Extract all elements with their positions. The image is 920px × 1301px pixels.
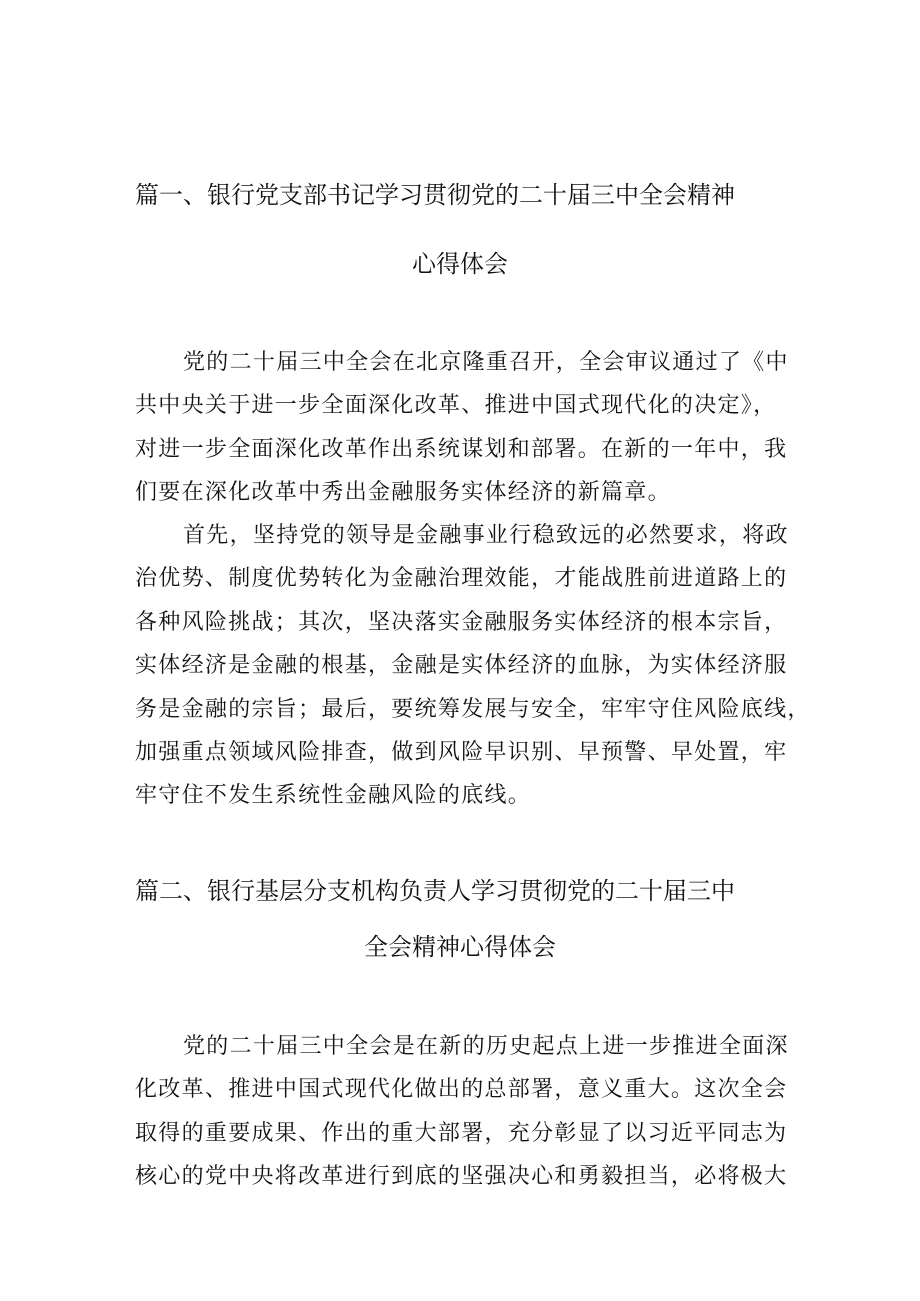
section1-paragraph-2 — [135, 514, 811, 818]
section2-paragraph-1 — [135, 1025, 795, 1199]
text-line: 牢守住不发生系统性金融风险的底线。 — [135, 783, 532, 809]
text-line: 们要在深化改革中秀出金融服务实体经济的新篇章。 — [135, 480, 671, 506]
section1-paragraph-1 — [135, 341, 795, 515]
text-line: 党的二十届三中全会是在新的历史起点上进一步推进全面深 — [183, 1034, 789, 1059]
text-line: 首先，坚持党的领导是金融事业行稳致远的必然要求，将政 — [183, 523, 789, 548]
text-line: 治优势、制度优势转化为金融治理效能，才能战胜前进道路上的 — [135, 566, 788, 592]
text-line: 实体经济是金融的根基，金融是实体经济的血脉，为实体经济服 — [135, 653, 788, 679]
section2-title-line2: 全会精神心得体会 — [364, 933, 556, 961]
text-line: 加强重点领域风险排查，做到风险早识别、早预警、早处置，牢 — [135, 739, 788, 765]
section1-title-line2: 心得体会 — [412, 250, 508, 278]
text-line: 化改革、推进中国式现代化做出的总部署，意义重大。这次全会 — [135, 1077, 788, 1103]
text-line: 取得的重要成果、作出的重大部署，充分彰显了以习近平同志为 — [135, 1120, 788, 1146]
text-line: 务是金融的宗旨；最后，要统筹发展与安全，牢牢守住风险底线， — [135, 696, 811, 722]
section2-title-line1: 篇二、银行基层分支机构负责人学习贯彻党的二十届三中 — [135, 877, 735, 905]
text-line: 党的二十届三中全会在北京隆重召开，全会审议通过了《中 — [183, 350, 789, 375]
section1-title-line1: 篇一、银行党支部书记学习贯彻党的二十届三中全会精神 — [135, 181, 735, 209]
text-line: 各种风险挑战；其次，坚决落实金融服务实体经济的根本宗旨， — [135, 609, 788, 635]
text-line: 对进一步全面深化改革作出系统谋划和部署。在新的一年中，我 — [135, 436, 788, 462]
text-line: 核心的党中央将改革进行到底的坚强决心和勇毅担当，必将极大 — [135, 1164, 788, 1190]
text-line: 共中央关于进一步全面深化改革、推进中国式现代化的决定》， — [135, 393, 777, 419]
